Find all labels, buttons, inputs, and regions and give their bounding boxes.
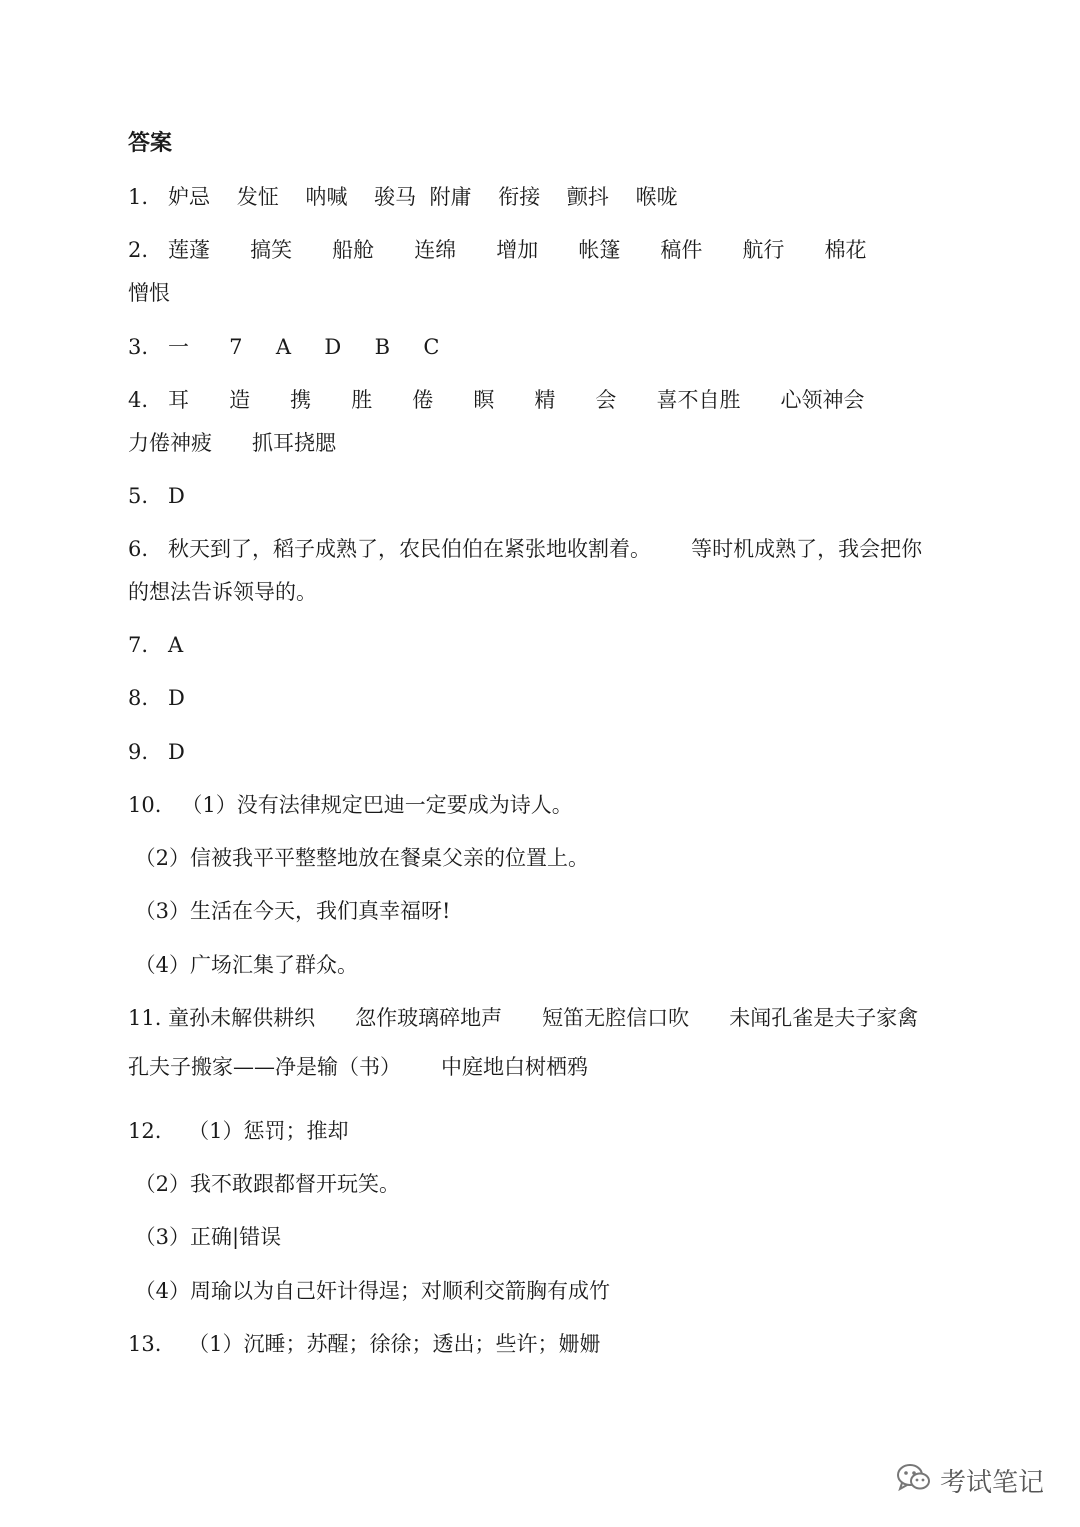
answer-line-6-cont: 的想法告诉领导的。 [128,580,317,604]
answer-line-10-2: （2）信被我平平整整地放在餐桌父亲的位置上。 [128,846,590,870]
answer-line-3: 3. 一 7 A D B C [128,335,440,359]
answer-line-11: 11. 童孙未解供耕织 忽作玻璃碎地声 短笛无腔信口吹 未闻孔雀是夫子家禽 [128,1006,919,1030]
answer-line-12-3: （3）正确|错误 [128,1225,282,1249]
answer-line-6: 6. 秋天到了，稻子成熟了，农民伯伯在紧张地收割着。 等时机成熟了，我会把你 [128,537,923,561]
watermark-text: 考试笔记 [940,1467,1045,1498]
answer-line-12-4: （4）周瑜以为自己奸计得逞；对顺利交箭胸有成竹 [128,1279,611,1303]
answer-line-8: 8. D [128,686,185,710]
answer-line-2-cont: 憎恨 [128,281,170,305]
answer-line-10-3: （3）生活在今天，我们真幸福呀! [128,899,451,923]
answer-line-13-1: 13. （1）沉睡；苏醒；徐徐；透出；些许；姗姗 [128,1332,601,1356]
answer-line-4: 4. 耳 造 携 胜 倦 瞑 精 会 喜不自胜 心领神会 [128,388,865,412]
answer-line-9: 9. D [128,740,185,764]
answer-line-11-cont: 孔夫子搬家——净是输（书） 中庭地白树栖鸦 [128,1055,589,1079]
answer-line-4-cont: 力倦神疲 抓耳挠腮 [128,431,337,455]
wechat-icon [896,1463,932,1497]
answer-line-7: 7. A [128,633,184,657]
answer-line-12-2: （2）我不敢跟都督开玩笑。 [128,1172,401,1196]
page-title: 答案 [128,130,173,156]
answer-line-10-1: 10. （1）没有法律规定巴迪一定要成为诗人。 [128,793,573,817]
answer-line-5: 5. D [128,484,185,508]
watermark [896,1462,1044,1498]
answer-line-1: 1. 妒忌 发怔 呐喊 骏马 附庸 衔接 颤抖 喉咙 [128,185,678,209]
answer-line-12-1: 12. （1）惩罚；推却 [128,1119,349,1143]
answer-line-10-4: （4）广场汇集了群众。 [128,953,359,977]
answer-line-2: 2. 莲蓬 搞笑 船舱 连绵 增加 帐篷 稿件 航行 棉花 [128,238,867,262]
